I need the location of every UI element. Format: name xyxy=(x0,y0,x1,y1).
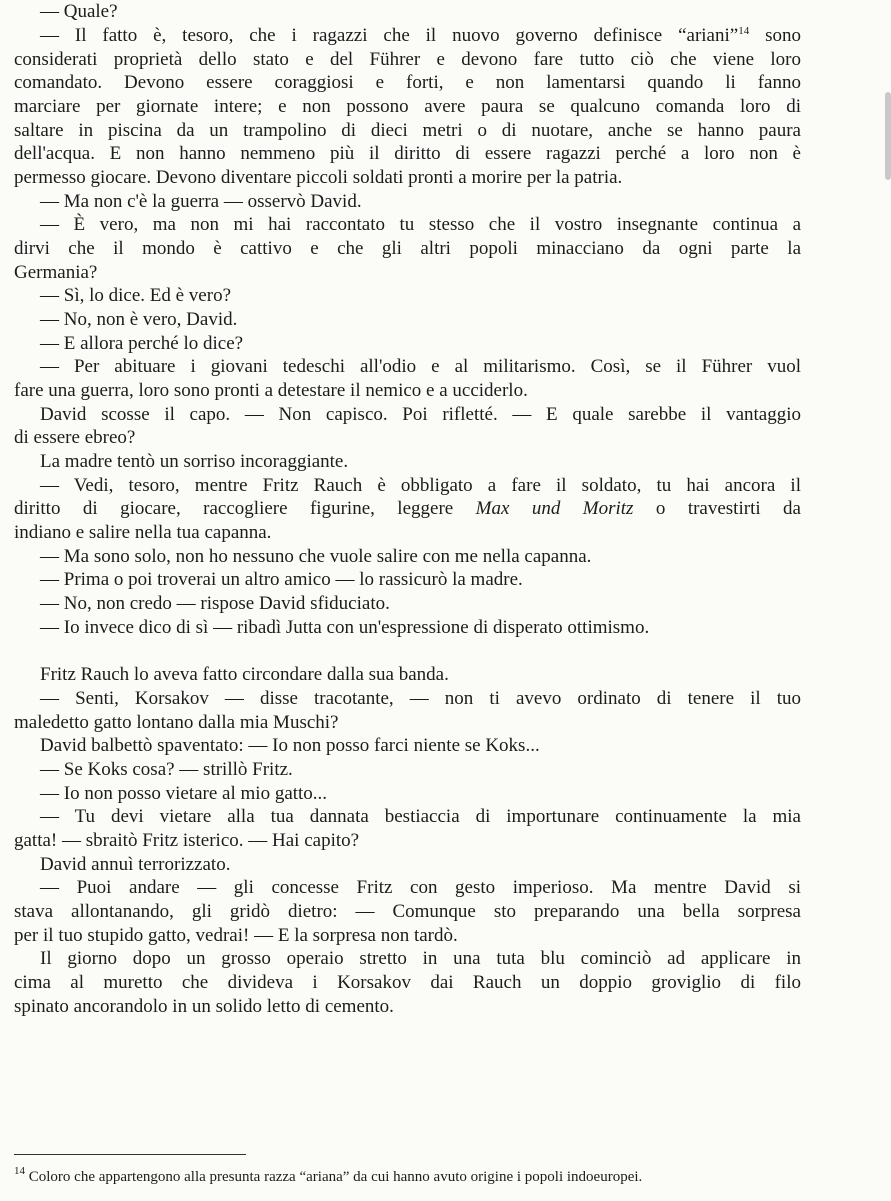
text-line: stava allontanando, gli gridò dietro: — Comunque sto preparando una bella sorpresa xyxy=(14,901,801,922)
text-line: permesso giocare. Devono diventare piccoli soldati pronti a morire per la patria. xyxy=(14,167,623,188)
text-line: dell'acqua. E non hanno nemmeno più il diritto di essere ragazzi perché a loro non è xyxy=(14,143,801,164)
text-line: spinato ancorandolo in un solido letto di cemento. xyxy=(14,996,394,1017)
text-line: David annuì terrorizzato. xyxy=(40,854,231,875)
text-line: comandato. Devono essere coraggiosi e forti, e non lamentarsi quando li fanno xyxy=(14,72,801,93)
text-line: Germania? xyxy=(14,262,98,283)
text-line: — Tu devi vietare alla tua dannata bestiaccia di importunare continuamente la mia xyxy=(40,806,801,827)
text-line: — Io invece dico di sì — ribadì Jutta con un'espressione di disperato ottimismo. xyxy=(40,617,650,638)
text-line: — Senti, Korsakov — disse tracotante, — non ti avevo ordinato di tenere il tuo xyxy=(40,688,801,709)
text-line: La madre tentò un sorriso incoraggiante. xyxy=(40,451,349,472)
text-line: — No, non credo — rispose David sfiduciato. xyxy=(40,593,390,614)
footnote: $^{14}$ Coloro che appartengono alla presunta razza “ariana” da cui hanno avuto origine i popoli indoeuropei. xyxy=(14,1165,643,1185)
text-line: diritto di giocare, raccogliere figurine, leggere Max und Moritz o travestirti da xyxy=(14,498,801,519)
text-line: — Per abituare i giovani tedeschi all'odio e al militarismo. Così, se il Führer vuol xyxy=(40,356,801,377)
text-line: — E allora perché lo dice? xyxy=(40,333,244,354)
text-line: — Puoi andare — gli concesse Fritz con gesto imperioso. Ma mentre David si xyxy=(40,877,801,898)
footnote-divider xyxy=(14,1154,246,1155)
text-line: cima al muretto che divideva i Korsakov dai Rauch un doppio groviglio di filo xyxy=(14,972,801,993)
text-line: Fritz Rauch lo aveva fatto circondare dalla sua banda. xyxy=(40,664,449,685)
text-line: marciare per giornate intere; e non possono avere paura se qualcuno comanda loro di xyxy=(14,96,801,117)
text-line: — Ma sono solo, non ho nessuno che vuole salire con me nella capanna. xyxy=(40,546,592,567)
text-line: — Ma non c'è la guerra — osservò David. xyxy=(40,191,362,212)
text-line: considerati proprietà dello stato e del Führer e devono fare tutto ciò che viene loro xyxy=(14,49,801,70)
text-line: — Vedi, tesoro, mentre Fritz Rauch è obbligato a fare il soldato, tu hai ancora il xyxy=(40,475,801,496)
text-line: David scosse il capo. — Non capisco. Poi rifletté. — E quale sarebbe il vantaggio xyxy=(40,404,801,425)
text-line: indiano e salire nella tua capanna. xyxy=(14,522,272,543)
text-line: di essere ebreo? xyxy=(14,427,136,448)
footnote-marker: 14 xyxy=(14,1165,25,1177)
text-line: David balbettò spaventato: — Io non posso farci niente se Koks... xyxy=(40,735,540,756)
text-line: — Sì, lo dice. Ed è vero? xyxy=(40,285,232,306)
text-line: — Quale? xyxy=(40,1,118,22)
text-line: dirvi che il mondo è cattivo e che gli altri popoli minacciano da ogni parte la xyxy=(14,238,801,259)
text-line: maledetto gatto lontano dalla mia Muschi? xyxy=(14,712,339,733)
book-title: Max und Moritz xyxy=(475,498,634,519)
text-line: per il tuo stupido gatto, vedrai! — E la sorpresa non tardò. xyxy=(14,925,458,946)
footnote-ref[interactable]: 14 xyxy=(738,25,750,37)
scrollbar-thumb[interactable] xyxy=(885,92,891,180)
text-line: — Prima o poi troverai un altro amico — lo rassicurò la madre. xyxy=(40,569,523,590)
text-line: gatta! — sbraitò Fritz isterico. — Hai capito? xyxy=(14,830,360,851)
text-line: — Il fatto è, tesoro, che i ragazzi che il nuovo governo definisce “ariani”$^{14}$ sono xyxy=(40,25,801,46)
text-line: saltare in piscina da un trampolino di dieci metri o di nuotare, anche se hanno paura xyxy=(14,120,801,141)
text-line: fare una guerra, loro sono pronti a detestare il nemico e a ucciderlo. xyxy=(14,380,528,401)
text-line: — No, non è vero, David. xyxy=(40,309,238,330)
text-line: — Io non posso vietare al mio gatto... xyxy=(40,783,328,804)
text-line: Il giorno dopo un grosso operaio stretto in una tuta blu cominciò ad applicare in xyxy=(40,948,801,969)
text-line: — Se Koks cosa? — strillò Fritz. xyxy=(40,759,293,780)
text-line: — È vero, ma non mi hai raccontato tu stesso che il vostro insegnante continua a xyxy=(40,214,801,235)
